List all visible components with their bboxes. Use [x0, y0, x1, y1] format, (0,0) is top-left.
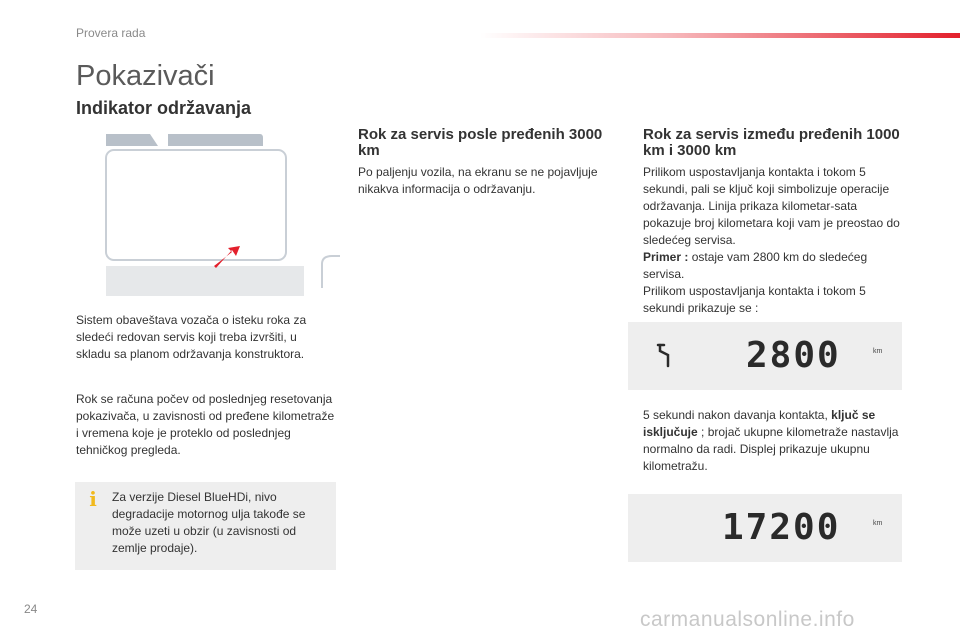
cluster-side-arc [322, 256, 340, 288]
page-subtitle: Indikator održavanja [76, 98, 252, 118]
left-paragraph-1: Sistem obaveštava vozača o isteku roka za sledeći redovan servis koji treba izvršiti, u skladu sa planom održavanja konstruktora. [76, 313, 307, 361]
primer-text: ostaje vam 2800 km do sledećeg servisa. [643, 250, 868, 281]
odometer-value-17200: 17200 [722, 507, 841, 548]
page-title: Pokazivači [76, 60, 215, 92]
page-number: 24 [24, 602, 38, 616]
odometer-unit-1: km [873, 348, 883, 355]
odometer-value-2800: 2800 [746, 335, 841, 376]
wrench-icon [656, 342, 678, 368]
info-note-text: Za verzije Diesel BlueHDi, nivo degradacije motornog ulja takođe se može uzeti u obzir (u zavisnosti od zemlje prodaje). [112, 490, 306, 555]
right-para3-text-a: 5 sekundi nakon davanja kontakta, [643, 408, 832, 422]
cluster-tab-left [106, 134, 158, 146]
cluster-tab-right [168, 134, 263, 146]
right-para3-text-b: ; brojač ukupne kilometraže nastavlja normalno da radi. Displej prikazuje ukupnu kilometražu. [643, 425, 899, 473]
right-heading: Rok za servis između pređenih 1000 km i 3000 km [643, 126, 900, 159]
middle-paragraph: Po paljenju vozila, na ekranu se ne pojavljuje nikakva informacija o održavanju. [358, 165, 598, 196]
section-label: Provera rada [76, 26, 146, 40]
odometer-display-service [628, 322, 902, 390]
right-para1-text: Prilikom uspostavljanja kontakta i tokom 5 sekundi, pali se ključ koji simbolizuje operacije održavanja. Linija prikaza kilometar-sata pokazuje broj kilometara koji vam je preostao do sledećeg servisa. [643, 165, 900, 247]
right-para3-bold: ključ se isključuje [643, 408, 876, 439]
right-paragraph-3 [643, 407, 901, 475]
watermark: carmanualsonline.info [640, 608, 855, 631]
primer-label: Primer : [643, 250, 689, 264]
odometer-display-total [628, 494, 902, 562]
instrument-cluster-illustration [100, 128, 340, 300]
odometer-unit-2: km [873, 520, 883, 527]
middle-heading: Rok za servis posle pređenih 3000 km [358, 126, 603, 159]
header-accent-bar [480, 33, 960, 38]
cluster-screen-outline [106, 150, 286, 260]
info-icon: i [89, 487, 97, 511]
pointer-arrow-icon [214, 246, 240, 268]
right-paragraph-1 [643, 164, 901, 317]
right-para2-text: Prilikom uspostavljanja kontakta i tokom 5 sekundi prikazuje se : [643, 284, 866, 315]
cluster-bottom-strip [106, 266, 304, 296]
left-paragraph-2: Rok se računa počev od poslednjeg resetovanja pokazivača, u zavisnosti od pređene kilometraže i vremena koje je proteklo od poslednjeg tehničkog pregleda. [76, 392, 335, 457]
